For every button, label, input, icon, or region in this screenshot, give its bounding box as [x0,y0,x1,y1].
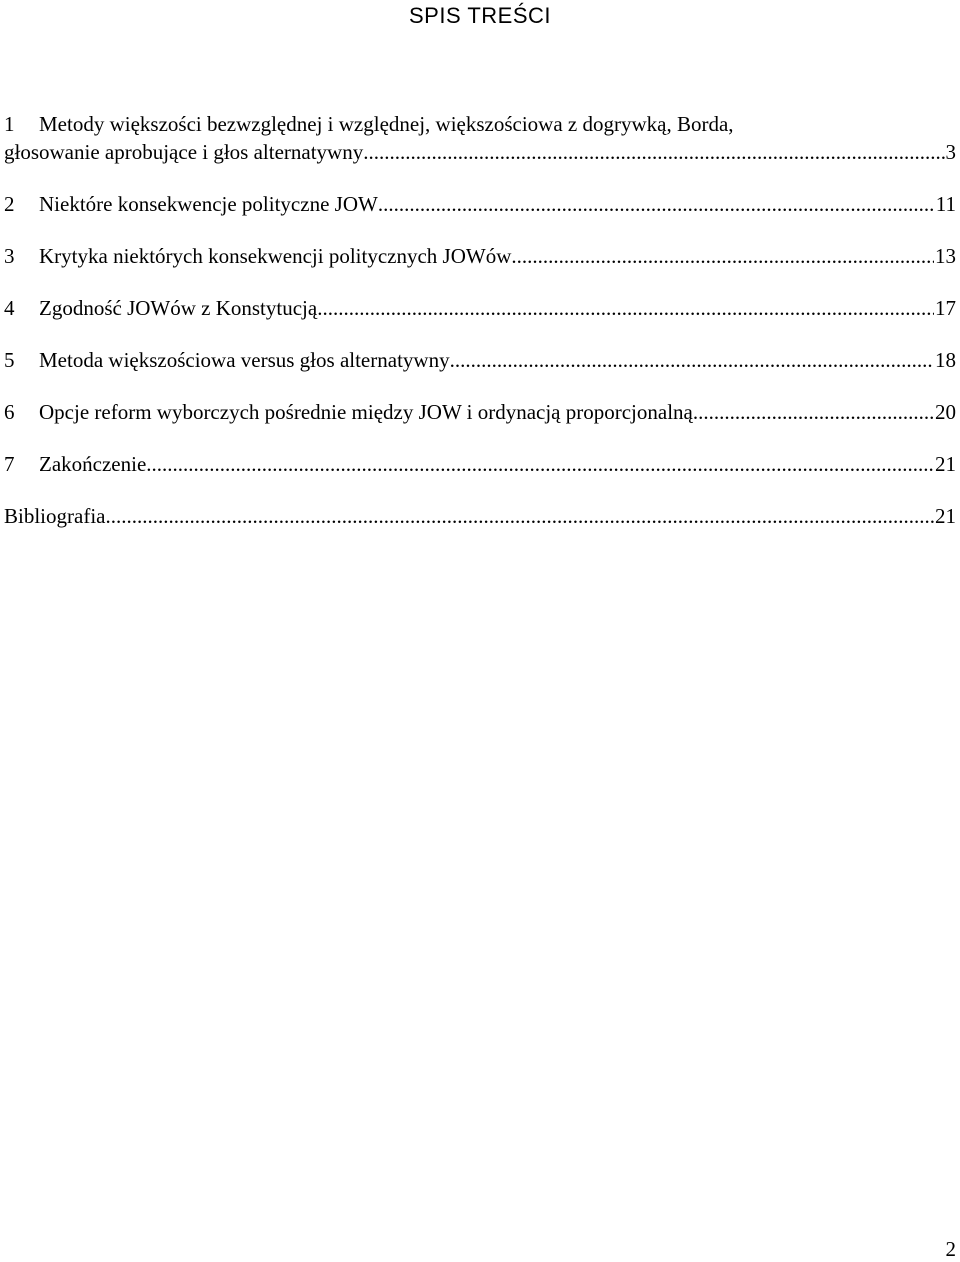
toc-entry-text: Metody większości bezwzględnej i względnej, większościowa z dogrywką, Borda, [39,112,734,136]
toc-entry-text: Zakończenie [39,452,147,476]
dot-leader [146,450,934,478]
toc-entry-number: 1 [4,112,15,136]
dot-leader [317,294,934,322]
toc-entry-page: 18 [935,348,956,372]
toc-entry-number: 4 [4,296,15,320]
toc-entry-2[interactable] [4,190,956,218]
toc-entry-5[interactable] [4,346,956,374]
toc-entry-page: 13 [935,244,956,268]
dot-leader [378,190,935,218]
toc-entry-bibliography[interactable] [4,502,956,530]
toc-entry-6[interactable] [4,398,956,426]
toc-entry-number: 5 [4,348,15,372]
dot-leader [450,346,934,374]
toc-entry-7[interactable] [4,450,956,478]
toc-entry-text: Opcje reform wyborczych pośrednie między JOW i ordynacją proporcjonalną [39,400,693,424]
toc-entry-page: 17 [935,296,956,320]
toc-entry-text: Metoda większościowa versus głos alternatywny [39,348,450,372]
toc-entry-page: 21 [935,504,956,528]
toc-entry-page: 20 [935,400,956,424]
toc-entry-number: 3 [4,244,15,268]
toc-entry-page: 11 [935,192,956,216]
toc-entry-3[interactable] [4,242,956,270]
toc-entry-page: 3 [945,140,956,164]
dot-leader [105,502,934,530]
toc-title: SPIS TREŚCI [408,3,552,28]
toc-entry-text: Zgodność JOWów z Konstytucją [39,296,318,320]
table-of-contents [4,110,956,554]
toc-entry-page: 21 [935,452,956,476]
toc-entry-number: 2 [4,192,15,216]
toc-entry-4[interactable] [4,294,956,322]
toc-entry-1[interactable] [4,110,956,166]
toc-entry-number: 6 [4,400,15,424]
toc-entry-text: Krytyka niektórych konsekwencji politycznych JOWów [39,244,512,268]
toc-entry-number: 7 [4,452,15,476]
dot-leader [693,398,934,426]
dot-leader [363,138,944,166]
toc-entry-text: Niektóre konsekwencje polityczne JOW [39,192,378,216]
page-number: 2 [945,1237,956,1261]
toc-entry-text-continued: głosowanie aprobujące i głos alternatywny [4,140,364,164]
dot-leader [511,242,934,270]
toc-entry-text: Bibliografia [4,504,106,528]
